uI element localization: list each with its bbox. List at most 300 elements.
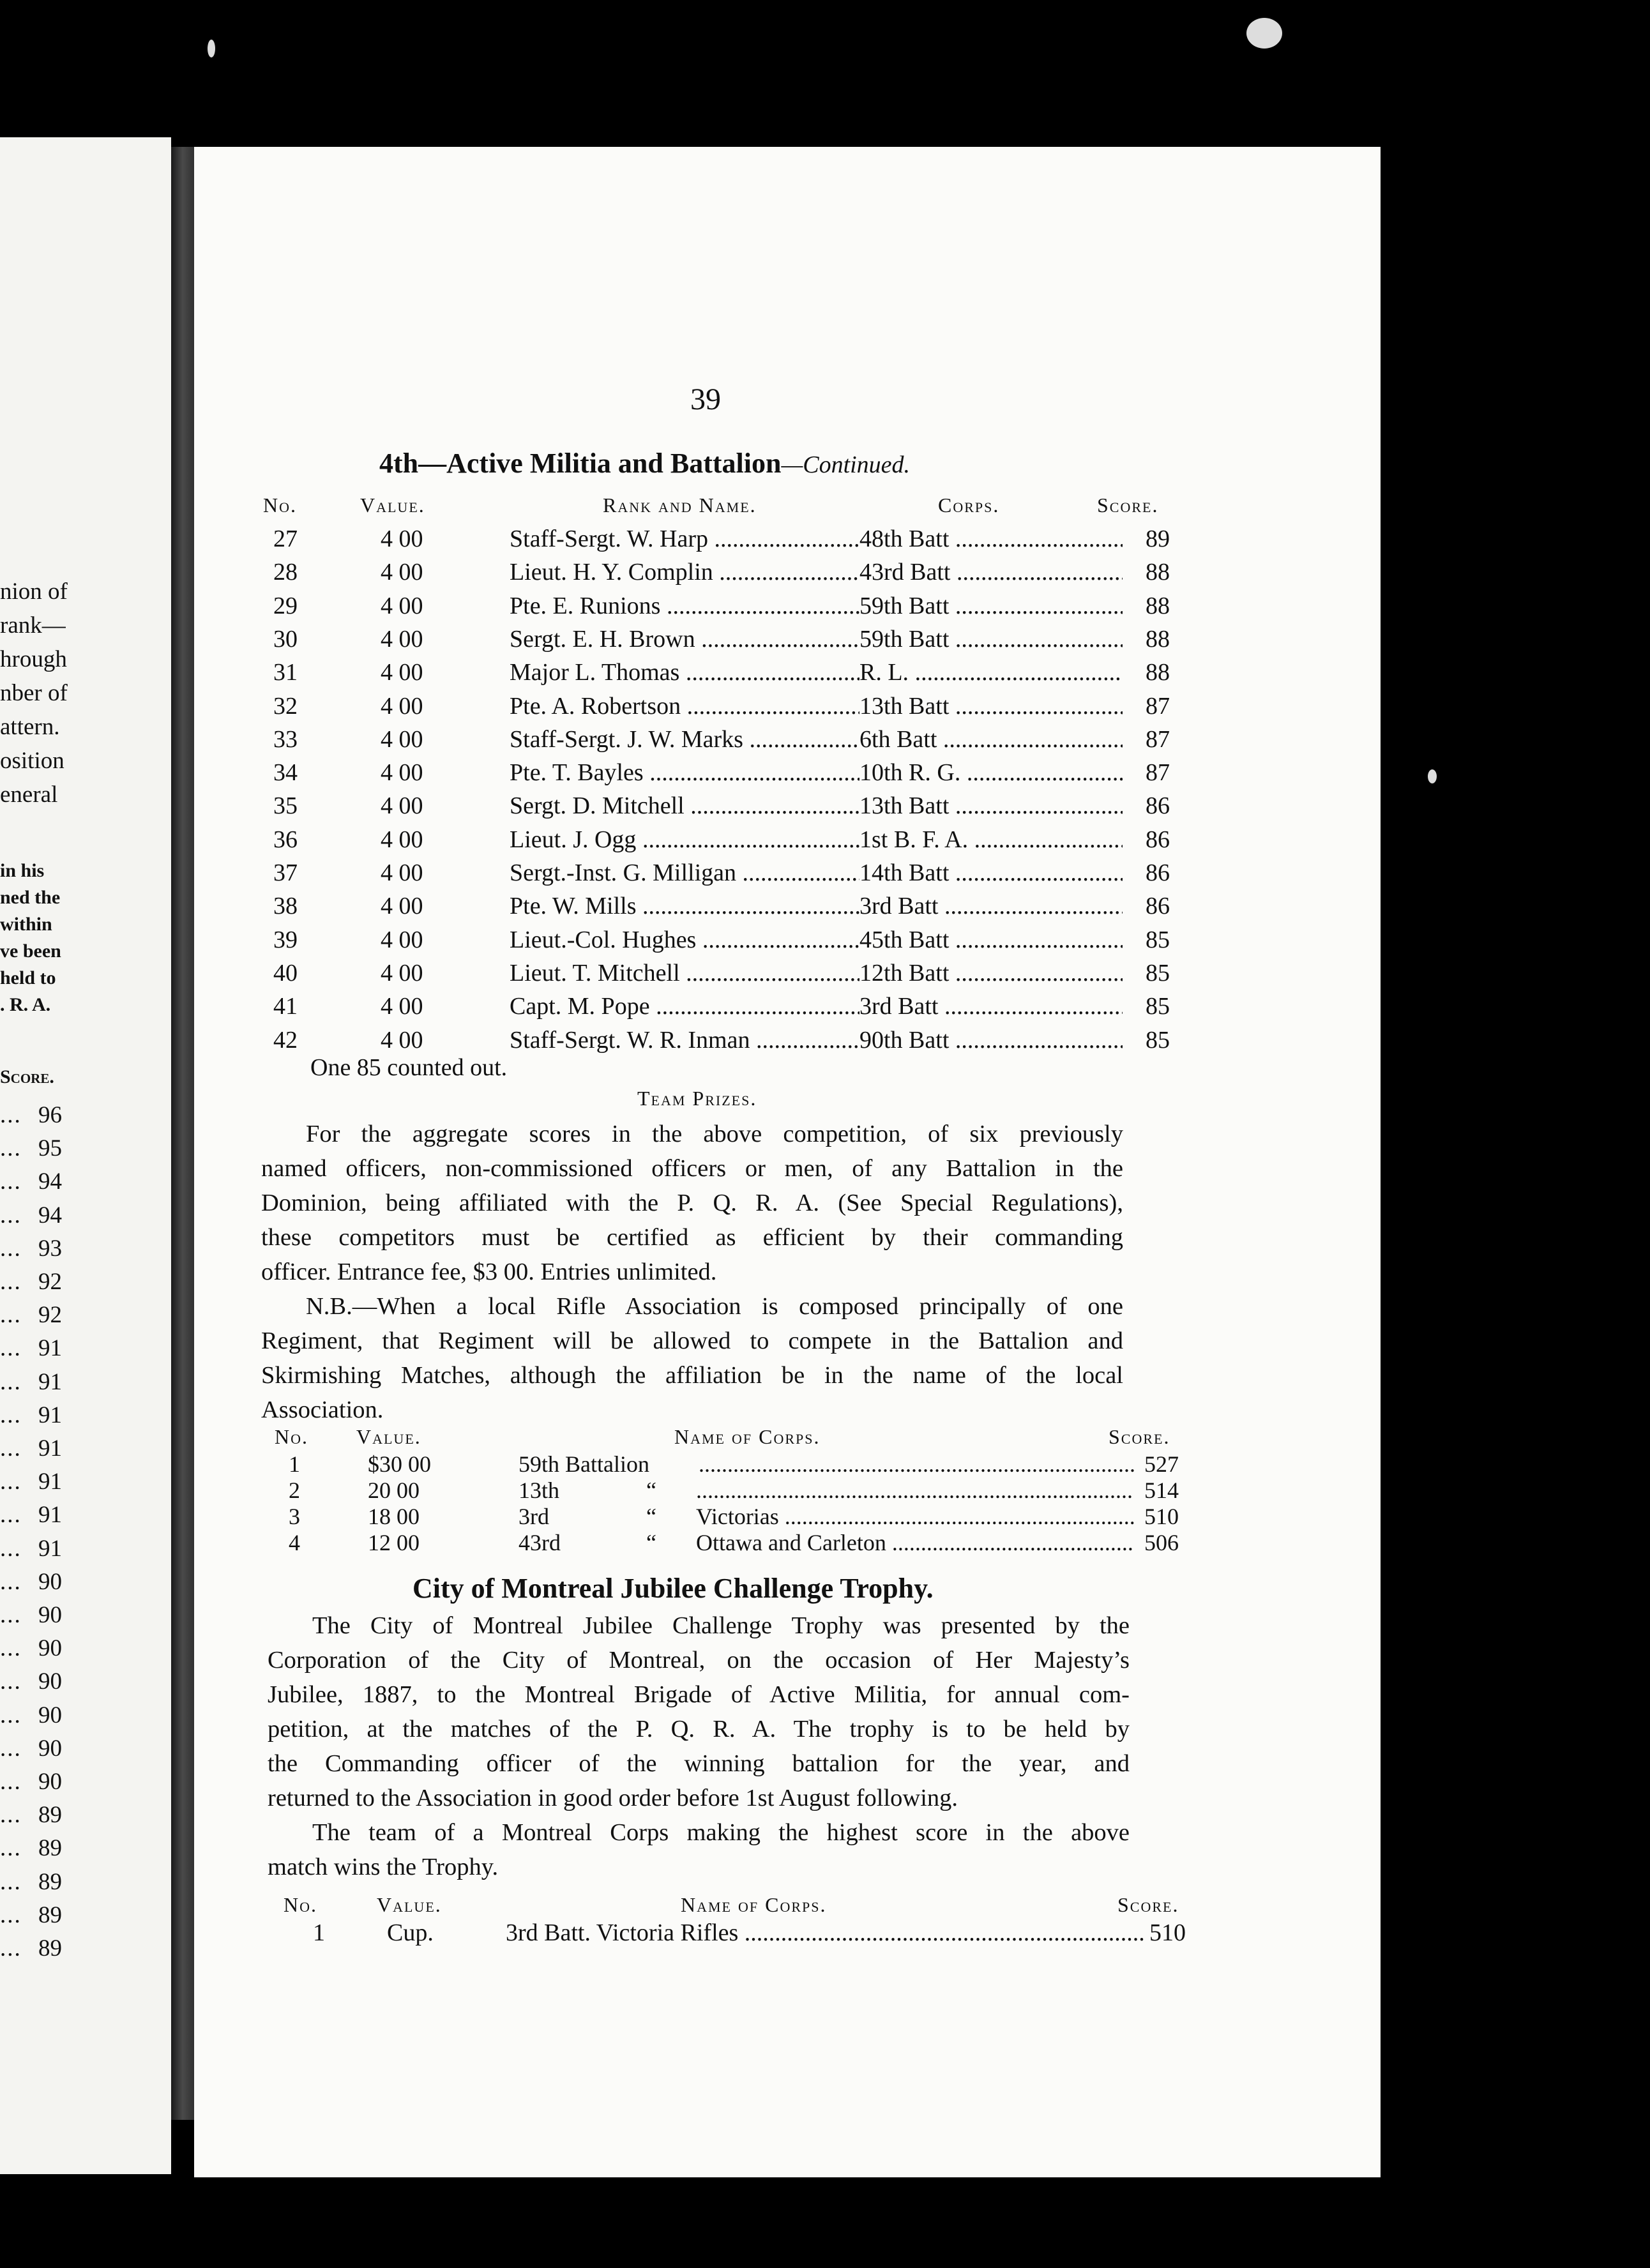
- left-score-leader: ...: [0, 1702, 22, 1728]
- left-page-text-line: osition: [0, 748, 64, 774]
- left-score-value: 94: [38, 1168, 62, 1195]
- row-value: 4 00: [381, 826, 423, 853]
- row-score: 86: [1146, 893, 1170, 920]
- paragraph-line: petition, at the matches of the P. Q. R. A. The trophy is to be held by: [268, 1716, 1130, 1743]
- row-corps-leader: [859, 926, 1123, 954]
- team-row-value: 20 00: [368, 1478, 420, 1503]
- row-score: 86: [1146, 859, 1170, 886]
- section-title-continued: —Continued.: [781, 451, 911, 478]
- row-score: 88: [1146, 625, 1170, 653]
- section-title-main: 4th—Active Militia and Battalion: [379, 448, 782, 479]
- left-score-leader: ...: [0, 1102, 22, 1128]
- table-row: [194, 992, 1381, 1025]
- row-value: 4 00: [381, 659, 423, 686]
- left-page-text-line: nion of: [0, 578, 68, 605]
- col-header-corps: Corps.: [938, 494, 1000, 517]
- left-score-leader: ...: [0, 1502, 22, 1529]
- row-name: Pte. A. Robertson .....: [510, 693, 859, 720]
- row-name-leader: [510, 892, 859, 920]
- team-row-no: 3: [289, 1504, 300, 1529]
- left-page-text-line: rank—: [0, 612, 66, 639]
- table-row: [194, 892, 1381, 925]
- left-score-value: 92: [38, 1302, 62, 1329]
- team-row-extra: Ottawa and Carleton .....: [696, 1530, 1134, 1555]
- row-no: 28: [273, 559, 298, 586]
- row-score: 88: [1146, 559, 1170, 586]
- row-name: Lieut. H. Y. Complin .....: [510, 559, 859, 586]
- counted-out-note: One 85 counted out.: [310, 1054, 508, 1081]
- row-corps-leader: [859, 692, 1123, 720]
- row-name: Lieut. J. Ogg .....: [510, 826, 859, 853]
- row-no: 32: [273, 692, 298, 720]
- left-score-leader: ...: [0, 1368, 22, 1395]
- left-score-row: [0, 1668, 62, 1695]
- team-table-row: [194, 1529, 1381, 1562]
- row-value: 4 00: [381, 625, 423, 653]
- team-row-corps: 13th: [518, 1478, 560, 1503]
- row-corps: 3rd Batt .....: [859, 993, 1123, 1020]
- left-score-row: [0, 1702, 62, 1729]
- left-score-leader: ...: [0, 1135, 22, 1162]
- row-corps-leader: [859, 959, 1123, 987]
- left-score-leader: ...: [0, 1335, 22, 1362]
- left-score-row: [0, 1935, 62, 1962]
- row-name: Lieut.-Col. Hughes .....: [510, 926, 859, 953]
- left-score-leader: ...: [0, 1769, 22, 1795]
- left-score-leader: ...: [0, 1402, 22, 1428]
- left-score-leader: ...: [0, 1302, 22, 1329]
- row-name: Staff-Sergt. W. Harp .....: [510, 525, 859, 552]
- row-value: 4 00: [381, 692, 423, 720]
- left-score-value: 90: [38, 1769, 62, 1795]
- row-name: Sergt. E. H. Brown .....: [510, 626, 859, 653]
- team-row-extra: [699, 1451, 1134, 1477]
- row-no: 41: [273, 993, 298, 1020]
- team-prizes-heading: Team Prizes.: [637, 1087, 757, 1110]
- table-row: [194, 592, 1381, 625]
- left-score-value: 90: [38, 1702, 62, 1728]
- row-score: 88: [1146, 659, 1170, 686]
- row-corps: 10th R. G. .....: [859, 759, 1123, 786]
- paragraph-line: these competitors must be certified as efficient by their commanding: [261, 1224, 1123, 1251]
- row-value: 4 00: [381, 725, 423, 753]
- paragraph-line: Skirmishing Matches, although the affiliation be in the name of the local: [261, 1362, 1123, 1389]
- row-no: 39: [273, 926, 298, 953]
- left-score-leader: ...: [0, 1901, 22, 1928]
- table-row: [194, 558, 1381, 591]
- left-score-row: [0, 1901, 62, 1929]
- row-corps: 6th Batt .....: [859, 726, 1123, 753]
- row-name: Capt. M. Pope .....: [510, 993, 859, 1020]
- row-corps-leader: [859, 658, 1123, 686]
- row-value: 4 00: [381, 592, 423, 619]
- left-score-value: 91: [38, 1435, 62, 1462]
- table-row: [194, 792, 1381, 825]
- left-score-value: 89: [38, 1935, 62, 1962]
- left-score-value: 89: [38, 1868, 62, 1895]
- left-score-value: 94: [38, 1202, 62, 1228]
- left-score-leader: ...: [0, 1202, 22, 1228]
- left-score-leader: ...: [0, 1168, 22, 1195]
- row-no: 42: [273, 1026, 298, 1054]
- left-score-leader: ...: [0, 1802, 22, 1829]
- left-score-value: 90: [38, 1568, 62, 1595]
- table-row: [194, 658, 1381, 692]
- team-row-no: 2: [289, 1478, 300, 1503]
- row-corps: 45th Batt .....: [859, 926, 1123, 953]
- row-score: 89: [1146, 525, 1170, 552]
- jubilee-col-header-score: Score.: [1117, 1893, 1179, 1916]
- row-score: 85: [1146, 993, 1170, 1020]
- left-score-leader: ...: [0, 1535, 22, 1562]
- row-name: Sergt.-Inst. G. Milligan .....: [510, 859, 859, 886]
- left-page-text-line: within: [0, 914, 52, 935]
- row-value: 4 00: [381, 859, 423, 886]
- left-score-row: [0, 1268, 62, 1296]
- row-name-leader: [510, 959, 859, 987]
- left-score-value: 96: [38, 1102, 62, 1128]
- row-score: 85: [1146, 1026, 1170, 1054]
- left-score-value: 91: [38, 1535, 62, 1562]
- left-score-row: [0, 1202, 62, 1229]
- jubilee-title: City of Montreal Jubilee Challenge Trophy.: [413, 1573, 934, 1604]
- row-corps: 59th Batt .....: [859, 626, 1123, 653]
- table-row: [194, 926, 1381, 959]
- row-no: 27: [273, 525, 298, 552]
- row-value: 4 00: [381, 525, 423, 552]
- left-score-row: [0, 1834, 62, 1862]
- table-row: [194, 725, 1381, 759]
- row-name: Pte. W. Mills .....: [510, 893, 859, 919]
- row-value: 4 00: [381, 759, 423, 787]
- team-row-ditto: “: [646, 1478, 656, 1503]
- row-corps-leader: [859, 525, 1123, 553]
- team-col-header-score: Score.: [1109, 1425, 1170, 1448]
- page: [194, 147, 1381, 2177]
- row-corps: 43rd Batt .....: [859, 559, 1123, 586]
- row-corps: 48th Batt .....: [859, 525, 1123, 552]
- row-no: 33: [273, 725, 298, 753]
- left-score-value: 95: [38, 1135, 62, 1162]
- row-value: 4 00: [381, 959, 423, 987]
- row-no: 38: [273, 893, 298, 920]
- left-score-row: [0, 1601, 62, 1629]
- table-row: [194, 759, 1381, 792]
- jubilee-paragraph: [268, 1608, 1130, 1815]
- row-corps: 12th Batt .....: [859, 960, 1123, 987]
- row-value: 4 00: [381, 926, 423, 953]
- team-col-header-corps: Name of Corps.: [674, 1425, 821, 1448]
- row-name-leader: [510, 692, 859, 720]
- team-row-score: 527: [1144, 1451, 1179, 1477]
- left-score-row: [0, 1535, 62, 1562]
- row-corps-leader: [859, 725, 1123, 753]
- paragraph-line: The City of Montreal Jubilee Challenge Trophy was presented by the: [312, 1612, 1130, 1639]
- table-row: [194, 692, 1381, 725]
- table-row: [194, 625, 1381, 658]
- jubilee-col-header-value: Value.: [377, 1893, 442, 1916]
- row-score: 88: [1146, 592, 1170, 619]
- row-value: 4 00: [381, 893, 423, 920]
- left-score-value: 90: [38, 1635, 62, 1662]
- left-score-value: 90: [38, 1602, 62, 1628]
- left-page-text-line: ned the: [0, 887, 61, 908]
- paragraph-line: returned to the Association in good order before 1st August following.: [268, 1785, 958, 1811]
- team-row-corps: 59th Battalion: [518, 1451, 649, 1477]
- left-score-header: Score.: [0, 1066, 54, 1087]
- left-score-row: [0, 1735, 62, 1762]
- row-name-leader: [510, 592, 859, 620]
- col-header-rank: Rank and Name.: [603, 494, 757, 517]
- left-score-leader: ...: [0, 1435, 22, 1462]
- row-corps: 14th Batt .....: [859, 859, 1123, 886]
- row-corps: R. L. .....: [859, 659, 1123, 686]
- row-name-leader: [510, 992, 859, 1020]
- team-row-value: 12 00: [368, 1530, 420, 1555]
- left-score-row: [0, 1635, 62, 1662]
- row-score: 87: [1146, 725, 1170, 753]
- row-no: 34: [273, 759, 298, 787]
- row-no: 37: [273, 859, 298, 886]
- left-score-value: 89: [38, 1802, 62, 1829]
- left-score-leader: ...: [0, 1469, 22, 1495]
- left-score-leader: ...: [0, 1868, 22, 1895]
- left-score-value: 89: [38, 1835, 62, 1862]
- row-corps: 3rd Batt .....: [859, 893, 1123, 919]
- paragraph-line: For the aggregate scores in the above competition, of six previously: [306, 1121, 1123, 1147]
- row-name-leader: [510, 658, 859, 686]
- left-page-text-line: . R. A.: [0, 994, 51, 1015]
- row-name-leader: [510, 725, 859, 753]
- left-page-text-line: eneral: [0, 782, 58, 808]
- left-score-leader: ...: [0, 1602, 22, 1628]
- scan-speck: [1428, 769, 1437, 783]
- scan-speck: [208, 40, 215, 57]
- left-score-value: 92: [38, 1269, 62, 1295]
- left-score-value: 91: [38, 1368, 62, 1395]
- row-corps: 13th Batt .....: [859, 792, 1123, 819]
- left-score-row: [0, 1301, 62, 1329]
- row-name: Lieut. T. Mitchell .....: [510, 960, 859, 987]
- row-corps-leader: [859, 859, 1123, 887]
- team-row-leader: [696, 1477, 1134, 1504]
- left-score-leader: ...: [0, 1235, 22, 1262]
- jubilee-row-corps: 3rd Batt. Victoria Rifles .....: [506, 1919, 1144, 1946]
- row-score: 85: [1146, 959, 1170, 987]
- team-row-ditto: “: [646, 1504, 656, 1529]
- left-score-row: [0, 1334, 62, 1362]
- row-name-leader: [510, 759, 859, 787]
- left-score-leader: ...: [0, 1735, 22, 1762]
- left-page-text-line: nber of: [0, 680, 68, 706]
- team-row-score: 506: [1144, 1530, 1179, 1555]
- paragraph-line: Dominion, being affiliated with the P. Q. R. A. (See Special Regulations),: [261, 1190, 1123, 1216]
- row-name: Pte. E. Runions .....: [510, 593, 859, 619]
- row-name: Sergt. D. Mitchell .....: [510, 792, 859, 819]
- row-no: 31: [273, 659, 298, 686]
- left-score-value: 91: [38, 1402, 62, 1428]
- left-score-leader: ...: [0, 1635, 22, 1662]
- left-page-text-line: held to: [0, 967, 56, 988]
- section-title: [379, 447, 910, 480]
- table-row: [194, 959, 1381, 992]
- paragraph-line: The team of a Montreal Corps making the highest score in the above: [312, 1819, 1130, 1846]
- left-score-row: [0, 1435, 62, 1462]
- team-row-ditto: “: [646, 1530, 656, 1555]
- team-row-corps: 3rd: [518, 1504, 549, 1529]
- book-spine: [171, 147, 197, 2120]
- left-score-value: 91: [38, 1469, 62, 1495]
- row-name-leader: [510, 826, 859, 854]
- row-corps: 1st B. F. A. .....: [859, 826, 1123, 853]
- scan-speck: [1246, 18, 1282, 49]
- team-row-extra: Victorias .....: [696, 1504, 1134, 1529]
- left-score-value: 91: [38, 1502, 62, 1529]
- row-name-leader: [510, 926, 859, 954]
- left-score-row: [0, 1168, 62, 1195]
- team-col-header-value: Value.: [356, 1425, 421, 1448]
- left-score-value: 91: [38, 1335, 62, 1362]
- team-row-corps: 43rd: [518, 1530, 561, 1555]
- row-corps: 90th Batt .....: [859, 1027, 1123, 1054]
- paragraph-line: Corporation of the City of Montreal, on the occasion of Her Majesty’s: [268, 1647, 1130, 1674]
- row-corps-leader: [859, 892, 1123, 920]
- left-score-row: [0, 1868, 62, 1896]
- row-corps-leader: [859, 558, 1123, 586]
- left-score-leader: ...: [0, 1668, 22, 1695]
- jubilee-row-value: Cup.: [387, 1919, 434, 1946]
- row-value: 4 00: [381, 559, 423, 586]
- left-score-leader: ...: [0, 1568, 22, 1595]
- left-score-row: [0, 1768, 62, 1796]
- jubilee-col-header-corps: Name of Corps.: [681, 1893, 827, 1916]
- left-score-row: [0, 1468, 62, 1495]
- row-name-leader: [510, 558, 859, 586]
- row-value: 4 00: [381, 993, 423, 1020]
- paragraph-line: named officers, non-commissioned officers or men, of any Battalion in the: [261, 1155, 1123, 1182]
- paragraph-line: Regiment, that Regiment will be allowed to compete in the Battalion and: [261, 1327, 1123, 1354]
- row-score: 85: [1146, 926, 1170, 953]
- left-score-row: [0, 1501, 62, 1529]
- left-score-row: [0, 1135, 62, 1162]
- left-score-leader: ...: [0, 1935, 22, 1962]
- nb-paragraph: [261, 1289, 1123, 1427]
- row-corps-leader: [859, 759, 1123, 787]
- jubilee-row-score: 510: [1149, 1919, 1186, 1946]
- left-score-leader: ...: [0, 1835, 22, 1862]
- left-score-row: [0, 1101, 62, 1129]
- row-name-leader: [510, 792, 859, 820]
- row-corps-leader: [859, 592, 1123, 620]
- left-score-leader: ...: [0, 1269, 22, 1295]
- row-score: 87: [1146, 759, 1170, 787]
- col-header-no: No.: [263, 494, 297, 517]
- table-row: [194, 826, 1381, 859]
- row-name: Major L. Thomas .....: [510, 659, 859, 686]
- row-no: 36: [273, 826, 298, 853]
- row-corps-leader: [859, 792, 1123, 820]
- jubilee-team-paragraph: [268, 1815, 1130, 1884]
- page-number: 39: [690, 382, 721, 416]
- row-corps: 59th Batt .....: [859, 593, 1123, 619]
- jubilee-row-leader: [506, 1919, 1144, 1947]
- table-row: [194, 525, 1381, 558]
- col-header-value: Value.: [360, 494, 425, 517]
- table-row: [194, 859, 1381, 892]
- paragraph-line: officer. Entrance fee, $3 00. Entries unlimited.: [261, 1259, 717, 1285]
- row-no: 40: [273, 959, 298, 987]
- row-corps: 13th Batt .....: [859, 693, 1123, 720]
- left-score-row: [0, 1801, 62, 1829]
- team-row-no: 4: [289, 1530, 300, 1555]
- row-corps-leader: [859, 1026, 1123, 1054]
- row-name: Pte. T. Bayles .....: [510, 759, 859, 786]
- row-score: 87: [1146, 692, 1170, 720]
- left-score-row: [0, 1368, 62, 1396]
- paragraph-line: match wins the Trophy.: [268, 1854, 499, 1880]
- left-score-row: [0, 1568, 62, 1596]
- team-prizes-paragraph: [261, 1117, 1123, 1289]
- row-name: Staff-Sergt. J. W. Marks .....: [510, 726, 859, 753]
- row-score: 86: [1146, 826, 1170, 853]
- left-score-value: 90: [38, 1735, 62, 1762]
- team-col-header-no: No.: [275, 1425, 308, 1448]
- paragraph-line: Jubilee, 1887, to the Montreal Brigade of Active Militia, for annual com-: [268, 1681, 1130, 1708]
- left-page-text-line: hrough: [0, 646, 67, 672]
- row-no: 30: [273, 625, 298, 653]
- left-page-text-line: ve been: [0, 941, 61, 962]
- team-row-leader: [696, 1503, 1134, 1530]
- paragraph-line: Association.: [261, 1396, 384, 1423]
- row-corps-leader: [859, 625, 1123, 653]
- left-page-text-line: in his: [0, 860, 45, 881]
- left-score-value: 89: [38, 1901, 62, 1928]
- paragraph-line: the Commanding officer of the winning battalion for the year, and: [268, 1750, 1130, 1777]
- team-row-value: 18 00: [368, 1504, 420, 1529]
- jubilee-row-no: 1: [313, 1919, 325, 1946]
- row-name-leader: [510, 625, 859, 653]
- team-row-score: 514: [1144, 1478, 1179, 1503]
- row-name-leader: [510, 525, 859, 553]
- team-row-leader: [696, 1529, 1134, 1556]
- team-row-no: 1: [289, 1451, 300, 1477]
- team-row-extra: [696, 1478, 1134, 1503]
- left-score-row: [0, 1235, 62, 1262]
- row-corps-leader: [859, 992, 1123, 1020]
- left-page-text-line: attern.: [0, 714, 60, 740]
- row-no: 35: [273, 792, 298, 820]
- left-score-value: 90: [38, 1668, 62, 1695]
- jubilee-col-header-no: No.: [284, 1893, 317, 1916]
- paragraph-line: N.B.—When a local Rifle Association is composed principally of one: [306, 1293, 1123, 1320]
- col-header-score: Score.: [1097, 494, 1159, 517]
- row-score: 86: [1146, 792, 1170, 820]
- row-corps-leader: [859, 826, 1123, 854]
- previous-page-fragment: [0, 137, 171, 2174]
- team-row-score: 510: [1144, 1504, 1179, 1529]
- row-name: Staff-Sergt. W. R. Inman .....: [510, 1027, 859, 1054]
- left-score-row: [0, 1402, 62, 1429]
- left-score-value: 93: [38, 1235, 62, 1262]
- team-row-value: $30 00: [368, 1451, 431, 1477]
- team-row-leader: [699, 1451, 1134, 1478]
- row-name-leader: [510, 1026, 859, 1054]
- row-name-leader: [510, 859, 859, 887]
- jubilee-table-row: [194, 1919, 1381, 1952]
- row-value: 4 00: [381, 792, 423, 820]
- row-no: 29: [273, 592, 298, 619]
- row-value: 4 00: [381, 1026, 423, 1054]
